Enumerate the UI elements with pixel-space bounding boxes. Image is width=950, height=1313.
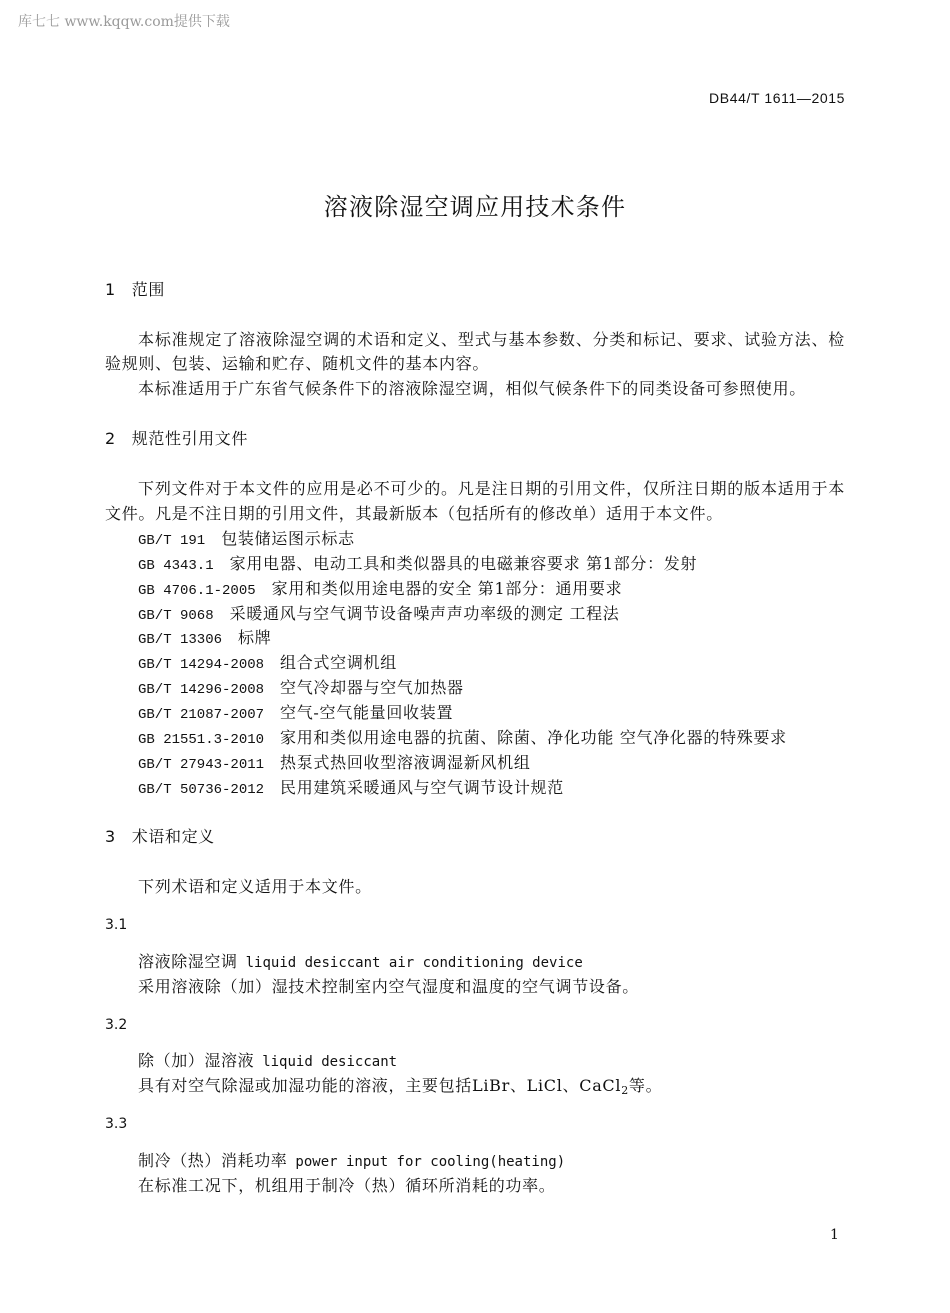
term-heading (138, 1049, 397, 1074)
reference-code: GB/T 13306 (138, 632, 223, 648)
reference-title: 空气冷却器与空气加热器 (280, 678, 464, 697)
reference-title: 标牌 (238, 628, 272, 647)
page-number: 1 (830, 1227, 839, 1243)
reference-code: GB/T 27943-2011 (138, 757, 265, 773)
section-title: 规范性引用文件 (131, 429, 248, 448)
term-heading (138, 950, 583, 975)
section-number: 3 (105, 827, 116, 846)
reference-item (138, 577, 622, 603)
references-intro-line: 下列文件对于本文件的应用是必不可少的。凡是注日期的引用文件，仅所注日期的版本适用于本 (138, 479, 845, 498)
reference-title: 家用和类似用途电器的安全 第1部分：通用要求 (271, 579, 623, 598)
reference-item (138, 552, 697, 578)
section-heading-scope (105, 278, 165, 302)
term-heading (138, 1149, 565, 1174)
term-number: 3.1 (105, 917, 128, 933)
reference-code: GB 4706.1-2005 (138, 583, 256, 599)
reference-item (138, 776, 564, 802)
term-english: liquid desiccant (262, 1054, 398, 1070)
reference-item (138, 602, 620, 628)
term-chinese: 溶液除湿空调 (138, 952, 238, 971)
term-definition: 采用溶液除（加）湿技术控制室内空气湿度和温度的空气调节设备。 (138, 977, 640, 996)
reference-item (138, 701, 453, 727)
reference-code: GB 21551.3-2010 (138, 732, 265, 748)
term-english: liquid desiccant air conditioning device (245, 955, 583, 971)
reference-item (138, 726, 787, 752)
reference-title: 采暖通风与空气调节设备噪声声功率级的测定 工程法 (229, 604, 620, 623)
reference-title: 家用电器、电动工具和类似器具的电磁兼容要求 第1部分：发射 (229, 554, 698, 573)
term-english: power input for cooling(heating) (295, 1154, 566, 1170)
term-definition-text-end: 等。 (628, 1076, 663, 1095)
terms-intro: 下列术语和定义适用于本文件。 (138, 877, 372, 896)
references-intro-line: 文件。凡是不注日期的引用文件，其最新版本（包括所有的修改单）适用于本文件。 (105, 504, 723, 523)
reference-code: GB/T 14294-2008 (138, 657, 265, 673)
term-chinese: 除（加）湿溶液 (138, 1051, 255, 1070)
reference-title: 空气-空气能量回收装置 (280, 703, 454, 722)
reference-code: GB/T 191 (138, 533, 206, 549)
reference-title: 热泵式热回收型溶液调湿新风机组 (280, 753, 531, 772)
reference-code: GB/T 21087-2007 (138, 707, 265, 723)
term-definition (138, 1074, 662, 1098)
section-title: 术语和定义 (131, 827, 215, 846)
reference-code: GB/T 50736-2012 (138, 782, 265, 798)
reference-title: 家用和类似用途电器的抗菌、除菌、净化功能 空气净化器的特殊要求 (280, 728, 787, 747)
term-chinese: 制冷（热）消耗功率 (138, 1151, 288, 1170)
download-watermark: 库七七 www.kqqw.com提供下载 (18, 14, 230, 30)
page-title: 溶液除湿空调应用技术条件 (323, 193, 627, 221)
reference-item (138, 651, 397, 677)
scope-paragraph-line: 本标准规定了溶液除湿空调的术语和定义、型式与基本参数、分类和标记、要求、试验方法、检 (138, 330, 845, 349)
reference-item (138, 626, 271, 652)
reference-code: GB 4343.1 (138, 558, 214, 574)
reference-item (138, 751, 531, 777)
reference-title: 民用建筑采暖通风与空气调节设计规范 (280, 778, 564, 797)
term-definition: 在标准工况下，机组用于制冷（热）循环所消耗的功率。 (138, 1176, 556, 1195)
term-number: 3.3 (105, 1116, 128, 1132)
reference-code: GB/T 9068 (138, 608, 214, 624)
term-number: 3.2 (105, 1017, 128, 1033)
reference-title: 包装储运图示标志 (221, 529, 355, 548)
chemical-subscript: 2 (621, 1084, 629, 1097)
section-heading-normative-references (105, 427, 248, 451)
section-number: 1 (105, 280, 116, 299)
scope-paragraph-line: 本标准适用于广东省气候条件下的溶液除湿空调，相似气候条件下的同类设备可参照使用。 (138, 379, 807, 398)
reference-title: 组合式空调机组 (280, 653, 397, 672)
section-heading-terms-definitions (105, 825, 215, 849)
section-number: 2 (105, 429, 116, 448)
standard-number: DB44/T 1611—2015 (709, 90, 845, 106)
reference-item (138, 527, 355, 553)
scope-paragraph-line: 验规则、包装、运输和贮存、随机文件的基本内容。 (105, 354, 490, 373)
reference-code: GB/T 14296-2008 (138, 682, 265, 698)
reference-item (138, 676, 464, 702)
section-title: 范围 (131, 280, 165, 299)
term-definition-text: 具有对空气除湿或加湿功能的溶液，主要包括LiBr、LiCl、CaCl (138, 1076, 622, 1095)
